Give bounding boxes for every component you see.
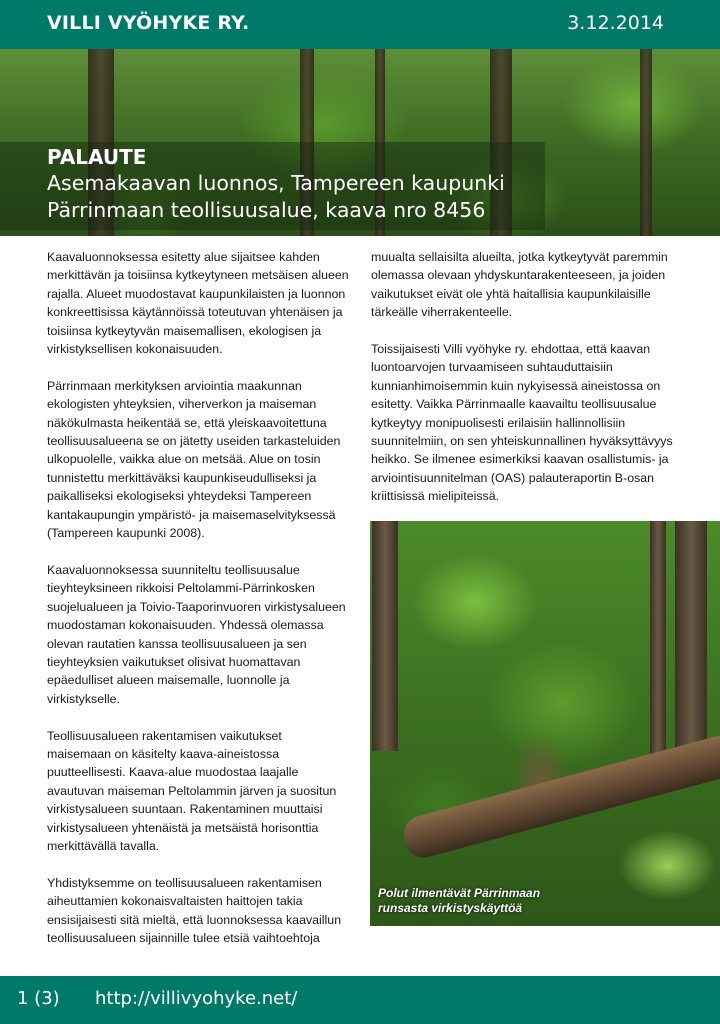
paragraph: Yhdistyksemme on teollisuusalueen rakentamisen aiheuttamien kokonaisvaltaisten haittojen takia ensisijaisesti sitä mieltä, että luonnoksessa kaavaillun teollisuusalueen sijainnille tulee etsiä vaihtoehtoja bbox=[47, 875, 342, 945]
footer-bar bbox=[0, 976, 720, 1024]
paragraph: Pärrinmaan merkityksen arviointia maakunnan ekologisten yhteyksien, viherverkon ja maiseman näkökulmasta heikentää se, että yleiskaavoitettuna teollisuusalueena se on jätetty useiden tarkasteluiden ulkopuolelle, vaikka alue on metsää. Alue on tosin tunnistettu merkittäväksi kaupunkiseudulliseksi ja paikalliseksi ekologiseksi yhteydeksi Tampereen kantakaupungin ympäristö- ja maisemaselvityksessä (Tampereen kaupunki 2008). bbox=[47, 378, 341, 541]
caption-line: runsasta virkistyskäyttöä bbox=[378, 901, 523, 915]
tree-graphic bbox=[372, 521, 398, 751]
tree-graphic bbox=[650, 521, 666, 781]
document-type: PALAUTE bbox=[47, 145, 147, 169]
page-number: 1 (3) bbox=[17, 988, 60, 1009]
header-bar bbox=[0, 0, 720, 49]
organization-name: VILLI VYÖHYKE RY. bbox=[47, 12, 250, 34]
website-link[interactable]: http://villivyohyke.net/ bbox=[95, 988, 298, 1009]
paragraph: muualta sellaisilta alueilta, jotka kytkeytyvät paremmin olemassa olevaan yhdyskuntarakenteeseen, ja joiden vaikutukset eivät ole yhtä haitallisia kaupunkilaisille tärkeälle viherrakenteelle. bbox=[371, 250, 668, 320]
right-column bbox=[371, 248, 673, 506]
photo-caption bbox=[378, 886, 540, 916]
tree-trunk-graphic bbox=[640, 49, 652, 236]
paragraph: Kaavaluonnoksessa esitetty alue sijaitsee kahden merkittävän ja toisiinsa kytkeytyneen metsäisen alueen rajalla. Alueet muodostavat kaupunkilaisten ja luonnon konkreettisissa käytännöissä toteutuvan yhtenäisen ja toisiinsa kytkeytyvän maisemallisen, ekologisen ja virkistyksellisen kokonaisuuden. bbox=[47, 250, 349, 357]
hero-banner bbox=[0, 49, 720, 236]
hero-subtitle-2: Pärrinmaan teollisuusalue, kaava nro 8456 bbox=[47, 198, 486, 222]
left-column bbox=[47, 248, 349, 947]
paragraph: Teollisuusalueen rakentamisen vaikutukset maisemaan on käsitelty kaava-aineistossa puutteellisesti. Kaava-alue muodostaa laajalle avautuvan maiseman Peltolammin järven ja suositun virkistysalueen suuntaan. Rakentaminen muuttaisi virkistysalueen yhtenäistä ja metsäistä horisonttia merkittävällä tavalla. bbox=[47, 728, 337, 853]
paragraph: Toissijaisesti Villi vyöhyke ry. ehdottaa, että kaavan luontoarvojen turvaamiseen suhtauduttaisiin kunnianhimoisemmin kuin nykyisessä aineistossa on esitetty. Vaikka Pärrinmaalle kaavailtu teollisuusalue kytkeytyy monipuolisesti erilaisiin hallinnollisiin suunnitelmiin, on sen yhteiskunnallinen hyväksyttävyys heikko. Se ilmenee esimerkiksi kaavan osallistumis- ja arviointisuunnitelman (OAS) palauteraportin B-osan kriittisissä mielipiteissä. bbox=[371, 342, 673, 504]
hero-subtitle-1: Asemakaavan luonnos, Tampereen kaupunki bbox=[47, 171, 505, 195]
tree-graphic bbox=[675, 521, 707, 751]
forest-photo bbox=[370, 521, 720, 926]
caption-line: Polut ilmentävät Pärrinmaan bbox=[378, 886, 541, 900]
document-date: 3.12.2014 bbox=[567, 12, 664, 34]
paragraph: Kaavaluonnoksessa suunniteltu teollisuusalue tieyhteyksineen rikkoisi Peltolammi-Pärrinkosken suojelualueen ja Toivio-Taaporinvuoren virkistysalueen muodostaman kokonaisuuden. Yhdessä olemassa olevan rautatien kanssa teollisuusalueen ja sen tieyhteyksien vaikutukset olisivat huomattavan epäedulliset alueen maisemalle, luonnolle ja virkistykselle. bbox=[47, 562, 346, 706]
